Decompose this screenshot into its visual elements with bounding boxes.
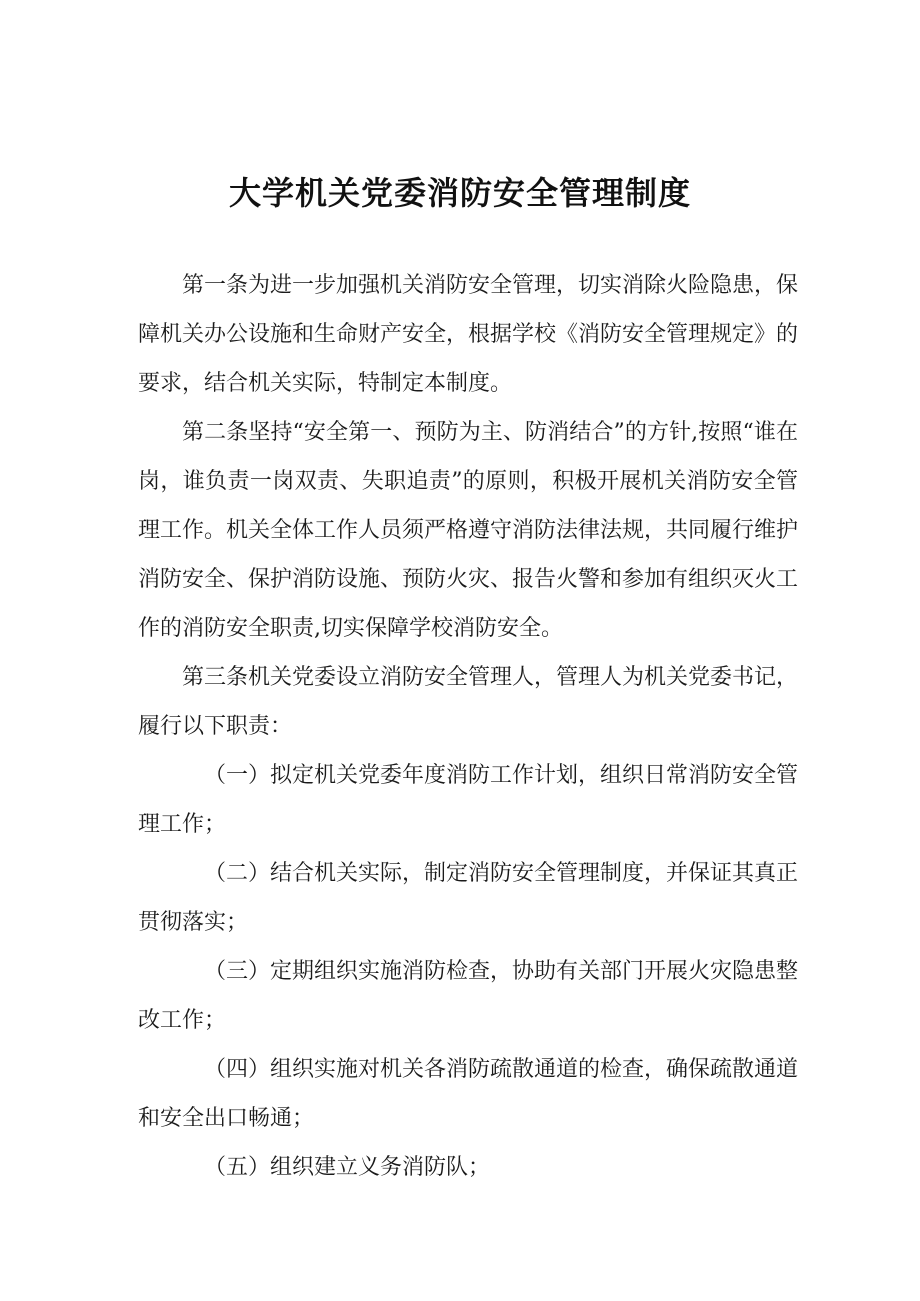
document-body	[138, 261, 798, 1192]
article-1-paragraph: 第一条为进一步加强机关消防安全管理，切实消除火险隐患，保障机关办公设施和生命财产安全，根据学校《消防安全管理规定》的要求，结合机关实际，特制定本制度。	[138, 273, 799, 396]
article-3-paragraph: 第三条机关党委设立消防安全管理人，管理人为机关党委书记，履行以下职责：	[138, 665, 799, 739]
duty-item-3: （三）定期组织实施消防检查，协助有关部门开展火灾隐患整改工作；	[138, 959, 799, 1033]
duty-item-2: （二）结合机关实际，制定消防安全管理制度，并保证其真正贯彻落实；	[138, 861, 799, 935]
article-2-paragraph: 第二条坚持“安全第一、预防为主、防消结合”的方针,按照“谁在岗，谁负责一岗双责、失职追责”的原则，积极开展机关消防安全管理工作。机关全体工作人员须严格遵守消防法律法规，共同履行维护消防安全、保护消防设施、预防火灾、报告火警和参加有组织灭火工作的消防安全职责,切实保障学校消防安全。	[138, 420, 799, 641]
duty-item-5: （五）组织建立义务消防队；	[204, 1155, 491, 1180]
duty-item-1: （一）拟定机关党委年度消防工作计划，组织日常消防安全管理工作；	[138, 763, 799, 837]
duty-item-4: （四）组织实施对机关各消防疏散通道的检查，确保疏散通道和安全出口畅通；	[138, 1057, 799, 1131]
document-title: 大学机关党委消防安全管理制度	[228, 174, 691, 212]
